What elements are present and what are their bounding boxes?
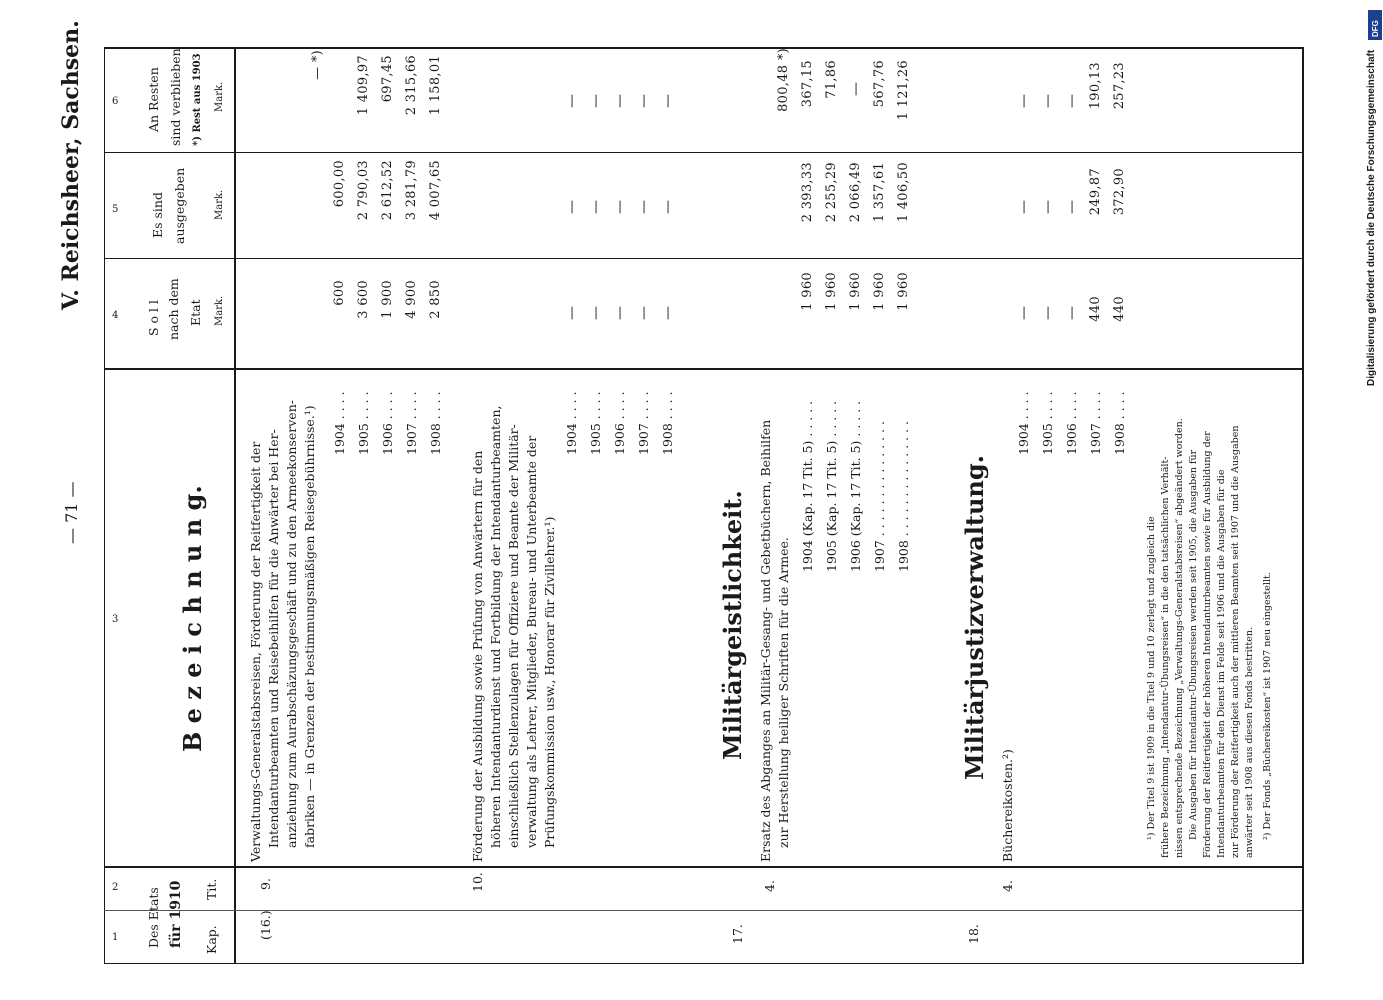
s1-text-2: Intendanturbeamten und Reisebeihilfen für die Anwärter bei Her- (266, 429, 281, 848)
s2-soll-1905: — (588, 306, 604, 320)
s3-text-2: zur Herstellung heiliger Schriften für die Armee. (776, 537, 791, 848)
s1-rest-1906: 697,45 (380, 55, 395, 103)
s4-ausg-1904: — (1016, 200, 1032, 214)
s4-year-1908: 1908 . . . . (1112, 391, 1127, 455)
s1-ausg-1908: 4 007,65 (428, 160, 443, 221)
s1-ausg-1907: 3 281,79 (404, 160, 419, 221)
header-soll-2: nach dem (166, 278, 181, 340)
s1-year-1904: 1904 . . . . (332, 391, 347, 455)
footnote-line-2: frühere Bezeichnung „Intendantur-Übungsreisen“ in die den tatsächlichen Verhält- (1160, 456, 1171, 858)
s3-year-1906: 1906 (Kap. 17 Tit. 5) . . . . . (848, 400, 863, 572)
header-rest-2: sind verblieben (168, 48, 183, 146)
s3-year-1904: 1904 (Kap. 17 Tit. 5) . . . . . (800, 400, 815, 572)
s4-ausg-1906: — (1064, 200, 1080, 214)
s2-rest-1907: — (636, 94, 652, 108)
s4-year-1905: 1905 . . . . (1040, 391, 1055, 455)
s3-rest-3: 71,86 (824, 60, 839, 99)
s2-tit: 10. (470, 872, 485, 892)
s4-rest-1904: — (1016, 94, 1032, 108)
table-bottom-rule (104, 963, 1304, 964)
heading-militaergeistlichkeit: Militärgeistlichkeit. (718, 490, 747, 760)
s1-rest-1908: 1 158,01 (428, 55, 443, 116)
s4-rest-1908: 257,23 (1112, 62, 1127, 110)
footnote-line-5: Förderung der Reitfertigkeit der höheren Intendanturbeamten sowie für Ausbildung der (1202, 431, 1213, 858)
s3-ausg-1906: 2 066,49 (848, 162, 863, 223)
s3-kap: 17. (730, 924, 745, 944)
dfg-logo: DFG (1368, 10, 1382, 40)
s4-text-1: Büchereikosten.²) (1000, 749, 1015, 862)
s1-soll-1904: 600 (332, 280, 347, 306)
s2-text-5: Prüfungskommission usw., Honorar für Zivillehrer.¹) (542, 516, 557, 848)
footnote-line-7: zur Förderung der Reitfertigkeit auch der mittleren Beamten seit 1907 und die Ausgaben (1230, 425, 1241, 858)
footnote-line-1: ¹) Der Titel 9 ist 1909 in die Titel 9 und 10 zerlegt und zugleich die (1146, 516, 1157, 840)
s3-ausg-1907: 1 357,61 (872, 162, 887, 223)
s4-soll-1904: — (1016, 306, 1032, 320)
s1-year-1908: 1908 . . . . (428, 391, 443, 455)
col-rule-ausg-rest (104, 152, 1304, 153)
s1-text-3: anziehung zum Aurabschäzungsgeschäft und zu den Armeekonserven- (284, 400, 299, 848)
s1-soll-1906: 1 900 (380, 280, 395, 319)
table-right-rule (1302, 47, 1304, 963)
page-number: — 71 — (62, 481, 81, 544)
col-rule-kap-tit (104, 910, 1304, 911)
footnote-line-9: ²) Der Fonds „Büchereikosten“ ist 1907 neu eingestellt. (1262, 572, 1273, 840)
s3-soll-1905: 1 960 (824, 272, 839, 311)
s4-rest-1906: — (1064, 94, 1080, 108)
col-num-rule (104, 47, 105, 963)
colnum-4: 4 (112, 310, 119, 321)
s4-ausg-1905: — (1040, 200, 1056, 214)
s1-year-1907: 1907 . . . . (404, 391, 419, 455)
s4-soll-1905: — (1040, 306, 1056, 320)
s3-ausg-1905: 2 255,29 (824, 162, 839, 223)
footnote-line-4: Die Ausgaben für Intendantur-Übungsreisen werden seit 1905, die Ausgaben für (1188, 449, 1199, 840)
s4-year-1907: 1907 . . . . (1088, 391, 1103, 455)
s3-rest-2: 367,15 (800, 60, 815, 108)
s3-rest-6: 1 121,26 (896, 60, 911, 121)
colnum-3: 3 (112, 614, 119, 625)
header-rest-3: *) Rest aus 1903 (192, 53, 203, 146)
s1-rest-1907: 2 315,66 (404, 55, 419, 116)
s2-rest-1906: — (612, 94, 628, 108)
s4-rest-1905: — (1040, 94, 1056, 108)
header-kap: Kap. (204, 925, 219, 954)
s1-tit: 9. (258, 878, 273, 890)
header-ausg-2: ausgegeben (172, 167, 187, 244)
s4-ausg-1908: 372,90 (1112, 168, 1127, 216)
s2-text-3: einschließlich Stellenzulagen für Offiziere und Beamte der Militär- (506, 424, 521, 848)
col-rule-soll-ausg (104, 258, 1304, 259)
s3-rest-4: — (848, 82, 864, 96)
s4-rest-1907: 190,13 (1088, 62, 1103, 110)
colnum-2: 2 (112, 882, 119, 893)
s1-rest-1904: — *) (310, 50, 325, 80)
s2-rest-1905: — (588, 94, 604, 108)
s1-soll-1905: 3 600 (356, 280, 371, 319)
s2-text-2: höheren Intendanturdienst und Fortbildung der Intendanturbeamten, (488, 405, 503, 848)
s2-ausg-1904: — (564, 200, 580, 214)
s3-soll-1906: 1 960 (848, 272, 863, 311)
s2-soll-1904: — (564, 306, 580, 320)
colnum-1: 1 (112, 932, 119, 943)
col-rule-tit-bez (104, 866, 1304, 868)
s3-soll-1908: 1 960 (896, 272, 911, 311)
s4-year-1904: 1904 . . . . (1016, 391, 1031, 455)
s2-year-1908: 1908 . . . . (660, 391, 675, 455)
header-rest-mark: Mark. (214, 81, 225, 112)
s3-year-1908: 1908 . . . . . . . . . . . . . . . (896, 420, 911, 572)
s1-rest-1905: 1 409,97 (356, 55, 371, 116)
s3-year-1905: 1905 (Kap. 17 Tit. 5) . . . . . (824, 400, 839, 572)
s1-ausg-1905: 2 790,03 (356, 160, 371, 221)
s4-kap: 18. (966, 924, 981, 944)
s4-year-1906: 1906 . . . . (1064, 391, 1079, 455)
s2-year-1906: 1906 . . . . (612, 391, 627, 455)
s1-text-1: Verwaltungs-Generalstabsreisen, Förderung der Reitfertigkeit der (248, 441, 263, 862)
col-rule-bez-soll (104, 368, 1304, 370)
header-soll-mark: Mark. (214, 295, 225, 326)
s2-year-1904: 1904 . . . . (564, 391, 579, 455)
s4-soll-1906: — (1064, 306, 1080, 320)
s1-kap: (16.) (258, 910, 273, 940)
s3-soll-1904: 1 960 (800, 272, 815, 311)
s1-text-4: fabriken — in Grenzen der bestimmungsmäßigen Reisegebührnisse.¹) (302, 405, 317, 848)
s1-ausg-1904: 600,00 (332, 160, 347, 208)
s3-rest-1: 800,48 *) (776, 48, 791, 112)
header-ausg-mark: Mark. (214, 189, 225, 220)
s2-soll-1908: — (660, 306, 676, 320)
header-tit: Tit. (204, 878, 219, 900)
header-bottom-rule (234, 47, 236, 963)
s3-text-1: Ersatz des Abganges an Militär-Gesang- und Gebetbüchern, Beihilfen (758, 419, 773, 862)
s1-soll-1908: 2 850 (428, 280, 443, 319)
s4-tit: 4. (1000, 880, 1015, 892)
colnum-6: 6 (112, 96, 119, 107)
table-top-rule (104, 47, 1304, 49)
s2-ausg-1907: — (636, 200, 652, 214)
footnote-line-8: anwärter seit 1908 aus diesen Fonds bestritten. (1244, 626, 1255, 858)
s3-year-1907: 1907 . . . . . . . . . . . . . . . (872, 420, 887, 572)
footnote-line-6: Intendanturbeamten für den Dienst im Felde seit 1906 und die Ausgaben für die (1216, 469, 1227, 858)
header-soll-1: S o l l (146, 299, 161, 336)
s4-ausg-1907: 249,87 (1088, 168, 1103, 216)
s2-ausg-1905: — (588, 200, 604, 214)
header-bezeichnung: B e z e i c h n u n g. (178, 485, 207, 752)
header-soll-3: Etat (188, 299, 203, 326)
dfg-note: Digitalisierung gefördert durch die Deutsche Forschungsgemeinschaft (1366, 49, 1377, 386)
s2-rest-1904: — (564, 94, 580, 108)
footnote-line-3: nissen entsprechende Bezeichnung „Verwaltungs-Generalstabsreisen“ abgeändert worden. (1174, 418, 1185, 858)
heading-militaerjustizverwaltung: Militärjustizverwaltung. (960, 455, 989, 780)
header-des-etats: Des Etats (146, 887, 161, 948)
s1-soll-1907: 4 900 (404, 280, 419, 319)
s2-year-1907: 1907 . . . . (636, 391, 651, 455)
header-ausg-1: Es sind (150, 192, 165, 238)
s2-soll-1907: — (636, 306, 652, 320)
header-fuer-1910: für 1910 (168, 880, 184, 948)
s3-rest-5: 567,76 (872, 60, 887, 108)
header-rest-1: An Resten (146, 67, 161, 132)
s2-text-4: verwaltung als Lehrer, Mitglieder, Bureau- und Unterbeamte der (524, 435, 539, 848)
s3-ausg-1908: 1 406,50 (896, 162, 911, 223)
s2-text-1: Förderung der Ausbildung sowie Prüfung von Anwärtern für den (470, 450, 485, 862)
s3-tit: 4. (762, 880, 777, 892)
s2-ausg-1908: — (660, 200, 676, 214)
s3-soll-1907: 1 960 (872, 272, 887, 311)
s2-rest-1908: — (660, 94, 676, 108)
s1-year-1905: 1905 . . . . (356, 391, 371, 455)
s2-soll-1906: — (612, 306, 628, 320)
s1-ausg-1906: 2 612,52 (380, 160, 395, 221)
running-title: V. Reichsheer, Sachsen. (58, 20, 84, 310)
s4-soll-1908: 440 (1112, 296, 1127, 322)
s3-ausg-1904: 2 393,33 (800, 162, 815, 223)
s2-year-1905: 1905 . . . . (588, 391, 603, 455)
s4-soll-1907: 440 (1088, 296, 1103, 322)
s1-year-1906: 1906 . . . . (380, 391, 395, 455)
colnum-5: 5 (112, 204, 119, 215)
s2-ausg-1906: — (612, 200, 628, 214)
